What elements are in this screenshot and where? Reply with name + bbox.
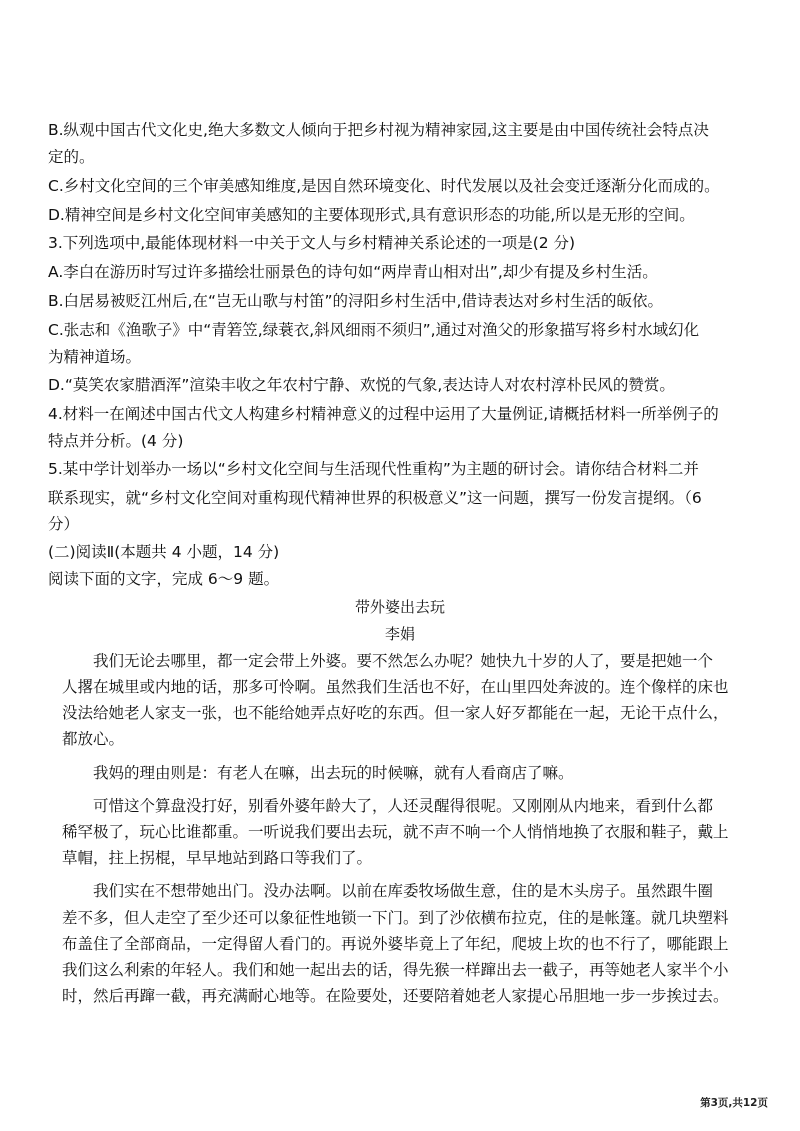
story-line: 草帽，拄上拐棍，早早地站到路口等我们了。 (62, 849, 373, 867)
option-b-line-2: 定的。 (48, 148, 95, 166)
story-title: 带外婆出去玩 (354, 598, 445, 616)
story-line: 时，然后再蹿一截，再充满耐心地等。在险要处，还要陪着她老人家提心吊胆地一步一步挨过去。 (62, 987, 729, 1005)
question-5-line-1: 5.某中学计划举办一场以“乡村文化空间与生活现代性重构”为主题的研讨会。请你结合材料二并 (48, 460, 699, 478)
story-line: 我们这么利索的年轻人。我们和她一起出去的话，得先猴一样蹿出去一截子，再等她老人家半个小 (62, 961, 729, 979)
story-line: 稀罕极了，玩心比谁都重。一听说我们要出去玩，就不声不响一个人悄悄地换了衣服和鞋子，戴上 (62, 823, 729, 841)
story-line: 可惜这个算盘没打好，别看外婆年龄大了，人还灵醒得很呢。又刚刚从内地来，看到什么都 (93, 797, 714, 815)
story-line: 人撂在城里或内地的话，那多可怜啊。虽然我们生活也不好，在山里四处奔波的。连个像样的床也 (62, 678, 729, 696)
question-4-line-1: 4.材料一在阐述中国古代文人构建乡村精神意义的过程中运用了大量例证,请概括材料一所举例子的 (48, 405, 719, 423)
question-3-stem: 3.下列选项中,最能体现材料一中关于文人与乡村精神关系论述的一项是(2 分) (48, 234, 576, 252)
question-3-option-b: B.白居易被贬江州后,在“岂无山歌与村笛”的浔阳乡村生活中,借诗表达对乡村生活的皈依。 (48, 292, 663, 310)
reading-2-instruction: 阅读下面的文字，完成 6～9 题。 (48, 570, 280, 588)
story-line: 我们无论去哪里，都一定会带上外婆。要不然怎么办呢？她快九十岁的人了，要是把她一个 (93, 652, 714, 670)
question-3-option-a: A.李白在游历时写过许多描绘壮丽景色的诗句如“两岸青山相对出”,却少有提及乡村生活。 (48, 263, 658, 281)
question-5-line-2: 联系现实，就“乡村文化空间对重构现代精神世界的积极意义”这一问题，撰写一份发言提纲。（6 (48, 489, 702, 507)
story-author: 李娟 (384, 625, 415, 643)
story-line: 我妈的理由则是：有老人在嘛，出去玩的时候嘛，就有人看商店了嘛。 (93, 764, 574, 782)
question-3-option-d: D.“莫笑农家腊酒浑”渲染丰收之年农村宁静、欢悦的气象,表达诗人对农村淳朴民风的赞赏。 (48, 376, 675, 394)
story-line: 都放心。 (62, 730, 125, 748)
question-3-option-c-line-1: C.张志和《渔歌子》中“青箬笠,绿蓑衣,斜风细雨不须归”,通过对渔父的形象描写将乡村水域幻化 (48, 321, 700, 339)
reading-2-heading: (二)阅读Ⅱ(本题共 4 小题，14 分) (48, 543, 280, 561)
option-d-line: D.精神空间是乡村文化空间审美感知的主要体现形式,具有意识形态的功能,所以是无形的空间。 (48, 206, 695, 224)
option-b-line-1: B.纵观中国古代文化史,绝大多数文人倾向于把乡村视为精神家园,这主要是由中国传统社会特点决 (48, 121, 709, 139)
question-3-option-c-line-2: 为精神道场。 (48, 348, 142, 366)
story-line: 没法给她老人家支一张，也不能给她弄点好吃的东西。但一家人好歹都能在一起，无论干点什么， (62, 704, 729, 722)
page-number: 第3页,共12页 (700, 1097, 768, 1109)
story-line: 布盖住了全部商品，一定得留人看门的。再说外婆毕竟上了年纪，爬坡上坎的也不行了，哪能跟上 (62, 935, 729, 953)
story-line: 我们实在不想带她出门。没办法啊。以前在库委牧场做生意，住的是木头房子。虽然跟牛圈 (93, 882, 714, 900)
story-line: 差不多，但人走空了至少还可以象征性地锁一下门。到了沙依横布拉克，住的是帐篷。就几块塑料 (62, 909, 729, 927)
question-5-line-3: 分） (48, 515, 80, 533)
question-4-line-2: 特点并分析。(4 分) (48, 432, 184, 450)
option-c-line: C.乡村文化空间的三个审美感知维度,是因自然环境变化、时代发展以及社会变迁逐渐分化而成的。 (48, 177, 720, 195)
